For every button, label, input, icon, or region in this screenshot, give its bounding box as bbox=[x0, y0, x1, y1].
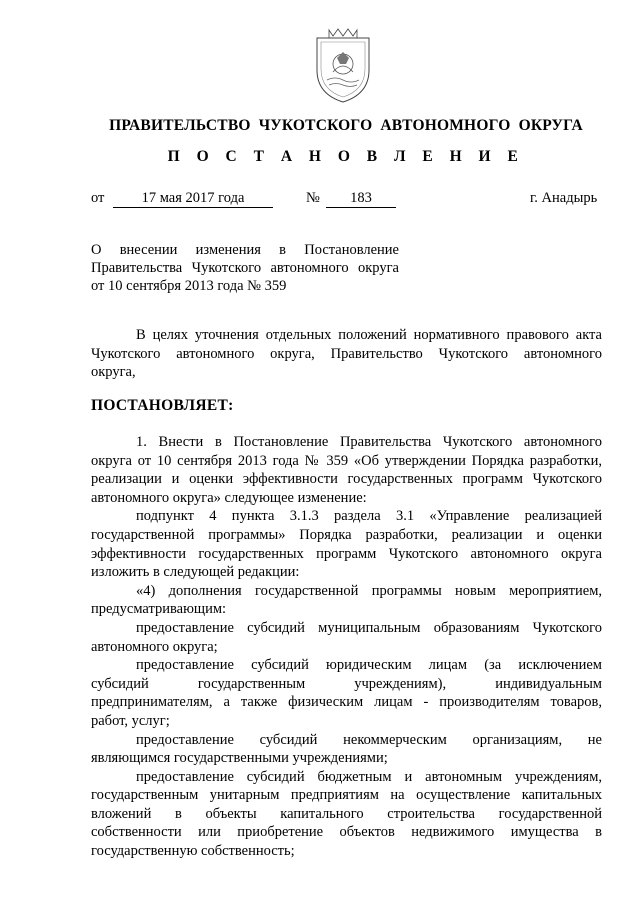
government-title: ПРАВИТЕЛЬСТВО ЧУКОТСКОГО АВТОНОМНОГО ОКРУГА bbox=[109, 117, 583, 134]
paragraph-line: эффективности государственных программ Чукотского автономного округа bbox=[91, 545, 602, 562]
resolves-heading: ПОСТАНОВЛЯЕТ: bbox=[91, 397, 234, 414]
coat-of-arms-emblem bbox=[307, 24, 379, 106]
paragraph-line: предусматривающим: bbox=[91, 601, 227, 618]
subject-line: Правительства Чукотского автономного округа bbox=[91, 260, 399, 276]
paragraph-line: предоставление субсидий юридическим лицам (за исключением bbox=[136, 657, 602, 674]
resolution-body bbox=[91, 433, 602, 861]
paragraph-line: округа от 10 сентября 2013 года № 359 «Об утверждении Порядка разработки, bbox=[91, 452, 602, 469]
paragraph-line: вложений в объекты капитального строительства государственной bbox=[91, 805, 602, 822]
paragraph-line: предпринимателям, а также физическим лицам - производителям товаров, bbox=[91, 694, 602, 711]
paragraph-list-item bbox=[91, 768, 602, 861]
paragraph-line: «4) дополнения государственной программы новым мероприятием, bbox=[136, 582, 602, 599]
paragraph-line: округа, bbox=[91, 364, 136, 381]
paragraph-line: государственную собственность; bbox=[91, 843, 295, 860]
document-number: 183 bbox=[326, 188, 396, 208]
paragraph-line: субсидий государственным учреждениям), индивидуальным bbox=[91, 675, 602, 692]
document-type-title: П О С Т А Н О В Л Е Н И Е bbox=[167, 148, 525, 165]
paragraph-line: предоставление субсидий некоммерческим организациям, не bbox=[136, 731, 602, 748]
paragraph-quote-start bbox=[91, 582, 602, 619]
document-place: г. Анадырь bbox=[530, 190, 598, 206]
paragraph-line: Чукотского автономного округа, Правительство Чукотского автономного bbox=[91, 345, 602, 362]
paragraph-list-item bbox=[91, 731, 602, 768]
paragraph-line: 1. Внести в Постановление Правительства Чукотского автономного bbox=[136, 434, 602, 450]
paragraph-line: автономного округа» следующее изменение: bbox=[91, 489, 367, 506]
paragraph-list-item bbox=[91, 619, 602, 656]
paragraph-line: являющимся государственными учреждениями; bbox=[91, 750, 388, 767]
paragraph-line: государственной программы» Порядка разработки, реализации и оценки bbox=[91, 526, 602, 543]
date-prefix: от bbox=[91, 190, 105, 206]
preamble-paragraph bbox=[91, 326, 602, 382]
paragraph-line: В целях уточнения отдельных положений нормативного правового акта bbox=[136, 327, 602, 343]
paragraph-line: реализации и оценки эффективности государственных программ Чукотского bbox=[91, 471, 602, 488]
document-date: 17 мая 2017 года bbox=[113, 188, 273, 208]
paragraph-list-item bbox=[91, 656, 602, 730]
paragraph-line: изложить в следующей редакции: bbox=[91, 564, 300, 581]
paragraph-line: предоставление субсидий муниципальным образованиям Чукотского bbox=[136, 619, 602, 636]
paragraph-item-1 bbox=[91, 433, 602, 507]
paragraph-subclause bbox=[91, 507, 602, 581]
paragraph-line: работ, услуг; bbox=[91, 712, 170, 729]
subject-line: О внесении изменения в Постановление bbox=[91, 242, 399, 258]
paragraph-line: подпункт 4 пункта 3.1.3 раздела 3.1 «Управление реализацией bbox=[136, 508, 602, 525]
paragraph-line: предоставление субсидий бюджетным и автономным учреждениям, bbox=[136, 768, 602, 785]
document-subject bbox=[91, 241, 399, 295]
paragraph-line: собственности или приобретение объектов недвижимого имущества в bbox=[91, 824, 602, 841]
subject-line: от 10 сентября 2013 года № 359 bbox=[91, 278, 287, 294]
paragraph-line: государственным унитарным предприятиям на осуществление капитальных bbox=[91, 787, 602, 804]
number-prefix: № bbox=[306, 190, 320, 206]
paragraph-line: автономного округа; bbox=[91, 638, 218, 655]
